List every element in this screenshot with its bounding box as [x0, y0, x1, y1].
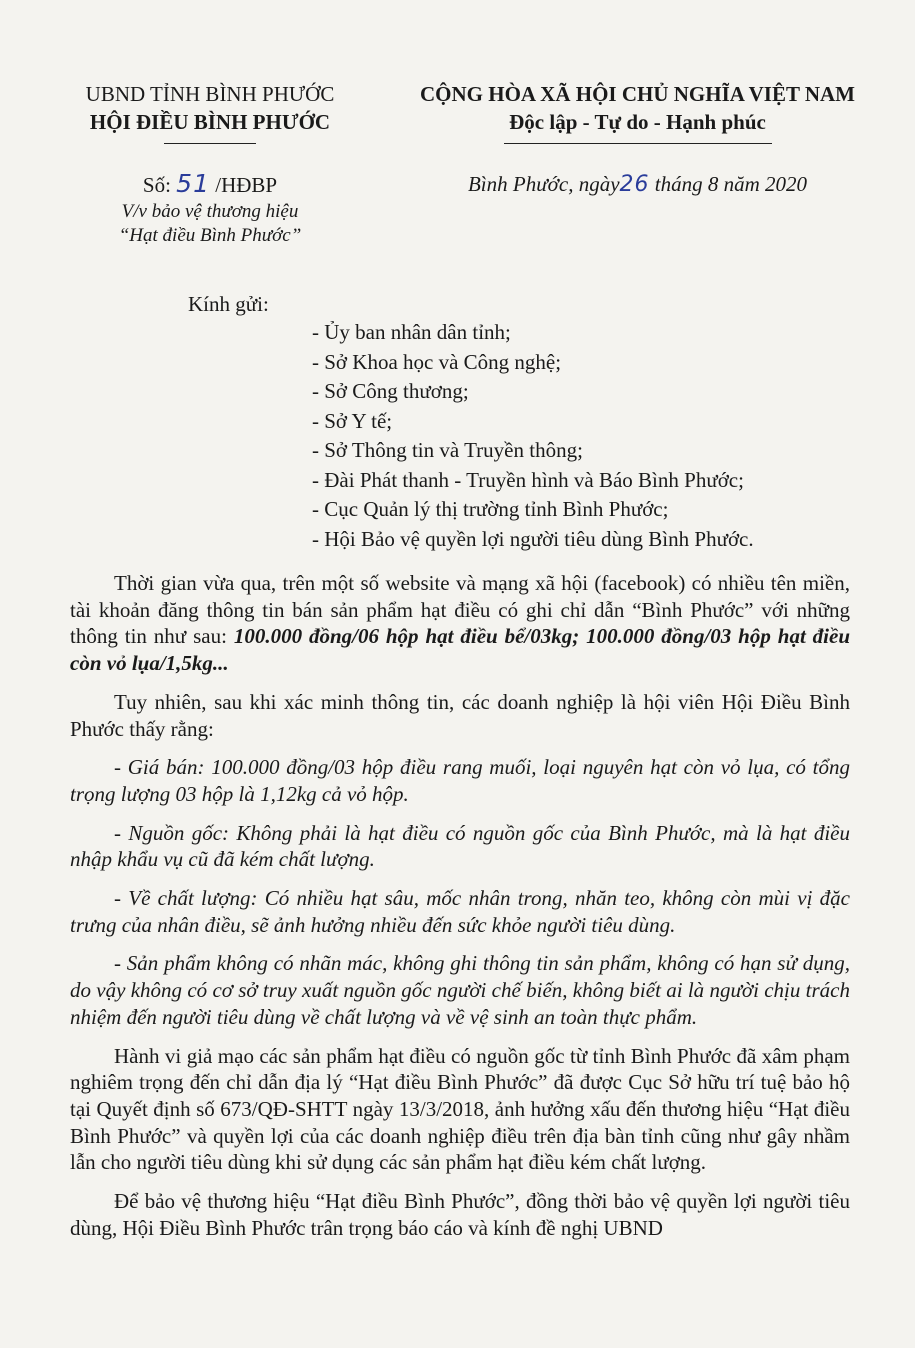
paragraph-violation: Hành vi giả mạo các sản phẩm hạt điều có nguồn gốc từ tỉnh Bình Phước đã xâm phạm nghiêm trọng đến chỉ dẫn địa lý “Hạt điều Bình Phước” đã được Cục Sở hữu trí tuệ bảo hộ tại Quyết định số 673/QĐ-SHTT ngày 13/3/2018, ảnh hưởng xấu đến thương hiệu “Hạt điều Bình Phước” và quyền lợi của các doanh nghiệp điều trên địa bàn tỉnh cũng như gây nhầm lẫn cho người tiêu dùng khi sử dụng các sản phẩm hạt điều kém chất lượng. — [70, 1043, 850, 1175]
salutation: Kính gửi: — [188, 292, 269, 316]
recipient-item: - Sở Thông tin và Truyền thông; — [312, 438, 583, 462]
handwritten-doc-number: 51 — [176, 169, 210, 198]
paragraph-request: Để bảo vệ thương hiệu “Hạt điều Bình Phước”, đồng thời bảo vệ quyền lợi người tiêu dùng, Hội Điều Bình Phước trân trọng báo cáo và kính đề nghị UBND — [70, 1189, 850, 1240]
finding-origin: - Nguồn gốc: Không phải là hạt điều có nguồn gốc của Bình Phước, mà là hạt điều nhập khẩu vụ cũ đã kém chất lượng. — [70, 820, 850, 872]
paragraph-situation-emphasis: 100.000 đồng/06 hộp hạt điều bể/03kg; 100.000 đồng/03 hộp hạt điều còn vỏ lụa/1,5kg... — [70, 624, 851, 676]
document-number — [40, 170, 380, 199]
finding-price: - Giá bán: 100.000 đồng/03 hộp điều rang muối, loại nguyên hạt còn vỏ lụa, có tổng trọng lượng 03 hộp là 1,12kg cả vỏ hộp. — [70, 755, 850, 806]
recipient-item: - Ủy ban nhân dân tỉnh; — [312, 320, 511, 344]
letter-body — [70, 570, 850, 1253]
date-prefix: Bình Phước, ngày — [467, 172, 620, 196]
finding-labeling: - Sản phẩm không có nhãn mác, không ghi thông tin sản phẩm, không có hạn sử dụng, do vậy không có cơ sở truy xuất nguồn gốc người chế biến, không biết ai là người chịu trách nhiệm đến người tiêu dùng về chất lượng và về vệ sinh an toàn thực phẩm. — [70, 951, 850, 1029]
parent-agency-name: UBND TỈNH BÌNH PHƯỚC — [85, 82, 335, 106]
issuing-agency-header — [40, 80, 380, 144]
place-and-date — [395, 170, 880, 199]
national-title: CỘNG HÒA XÃ HỘI CHỦ NGHĨA VIỆT NAM — [419, 82, 856, 106]
paragraph-situation — [70, 570, 850, 677]
doc-number-prefix: Số: — [142, 173, 177, 197]
recipient-item: - Hội Bảo vệ quyền lợi người tiêu dùng Bình Phước. — [312, 526, 754, 551]
motto-underline — [504, 143, 772, 144]
recipient-item: - Sở Công thương; — [312, 379, 469, 403]
national-header — [395, 80, 880, 144]
finding-quality: - Về chất lượng: Có nhiều hạt sâu, mốc nhân trong, nhăn teo, không còn mùi vị đặc trưng của nhân điều, sẽ ảnh hưởng nhiều đến sức khỏe người tiêu dùng. — [70, 886, 850, 937]
recipient-item: - Sở Khoa học và Công nghệ; — [312, 349, 562, 374]
recipient-item: - Cục Quản lý thị trường tỉnh Bình Phước; — [312, 497, 669, 521]
agency-name: HỘI ĐIỀU BÌNH PHƯỚC — [89, 110, 331, 134]
recipient-list — [312, 318, 892, 554]
paragraph-verification: Tuy nhiên, sau khi xác minh thông tin, các doanh nghiệp là hội viên Hội Điều Bình Phước thấy rằng: — [70, 689, 850, 741]
recipient-item: - Đài Phát thanh - Truyền hình và Báo Bình Phước; — [312, 467, 744, 492]
agency-underline — [164, 143, 256, 144]
doc-number-suffix: /HĐBP — [209, 173, 278, 197]
national-motto: Độc lập - Tự do - Hạnh phúc — [509, 110, 766, 134]
date-suffix: tháng 8 năm 2020 — [649, 172, 808, 196]
recipient-item: - Sở Y tế; — [312, 408, 393, 433]
handwritten-day: 26 — [619, 172, 650, 197]
subject-line-2: “Hạt điều Bình Phước” — [118, 225, 302, 246]
paragraph-situation-text: Thời gian vừa qua, trên một số website và mạng xã hội (facebook) có nhiều tên miền, tài khoản đăng thông tin bán sản phẩm hạt điều có ghi chỉ dẫn “Bình Phước” với những thông tin như sau: — [70, 571, 850, 649]
subject-line-1: V/v bảo vệ thương hiệu — [121, 201, 299, 222]
document-subject — [40, 200, 380, 248]
